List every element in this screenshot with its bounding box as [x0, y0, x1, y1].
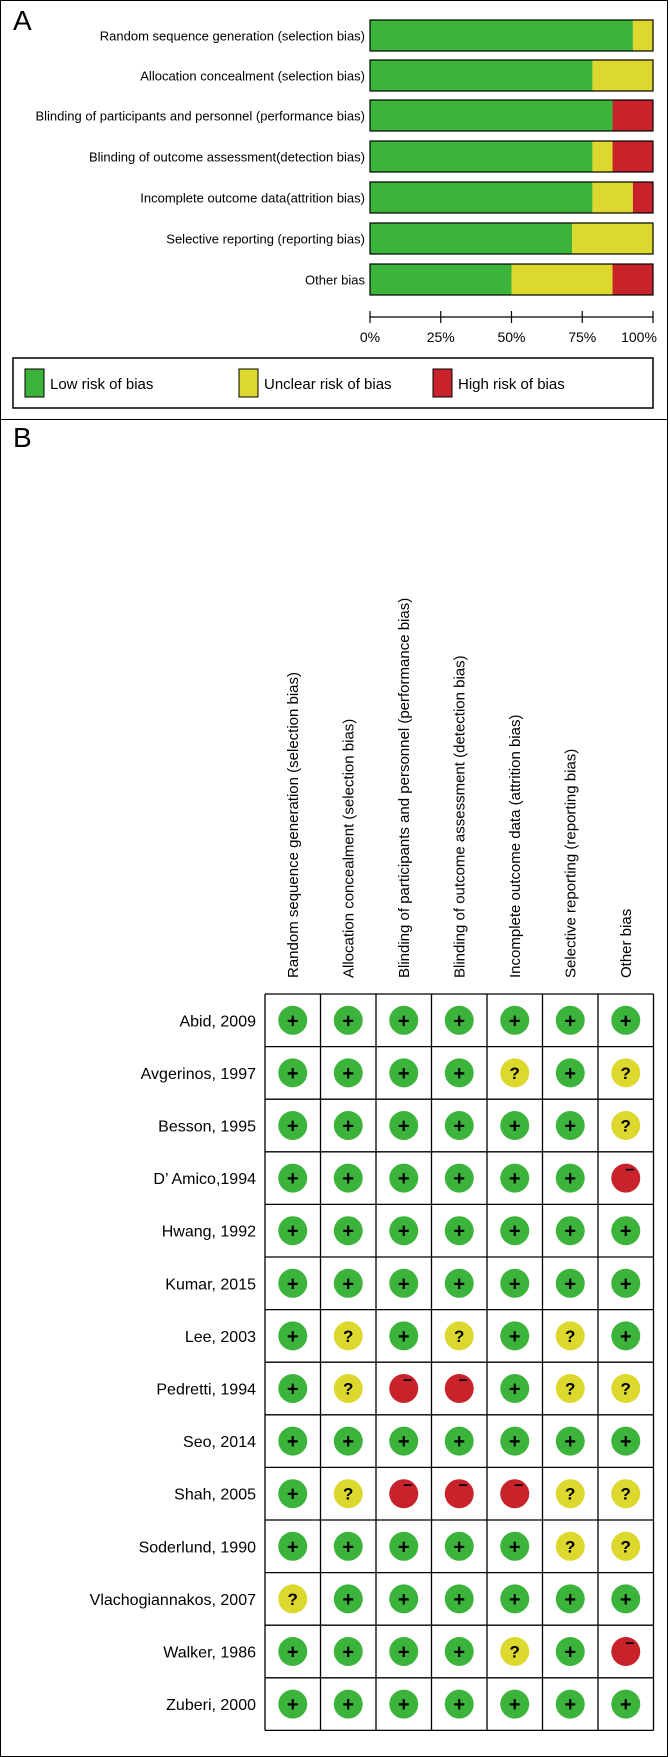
rating-mark: [445, 1216, 474, 1245]
rating-glyph: +: [342, 1220, 355, 1243]
rating-mark: [334, 1058, 363, 1087]
rating-mark: [556, 1479, 585, 1508]
study-label: Besson, 1995: [158, 1118, 256, 1136]
rating-glyph: +: [564, 1273, 577, 1296]
rating-mark: [278, 1269, 307, 1298]
rating-glyph: +: [564, 1062, 577, 1085]
legend-swatch-high-risk-of-bias: [433, 369, 452, 397]
rating-glyph: −: [625, 1635, 635, 1653]
rating-glyph: +: [453, 1220, 466, 1243]
rating-mark: [556, 1637, 585, 1666]
rating-glyph: +: [397, 1325, 410, 1348]
rating-mark: [556, 1584, 585, 1613]
rating-glyph: +: [508, 1536, 521, 1559]
rating-mark: [500, 1584, 529, 1613]
rating-mark: [334, 1321, 363, 1350]
rating-mark: [556, 1216, 585, 1245]
rating-glyph: +: [286, 1431, 299, 1454]
rating-mark: [389, 1216, 418, 1245]
rating-glyph: +: [342, 1536, 355, 1559]
rating-glyph: ?: [343, 1379, 354, 1399]
rating-glyph: ?: [565, 1326, 576, 1346]
rating-mark: [556, 1111, 585, 1140]
rating-mark: [389, 1373, 418, 1404]
rating-glyph: +: [508, 1325, 521, 1348]
category-label: Random sequence generation (selection bias): [99, 28, 365, 44]
study-label: Abid, 2009: [179, 1013, 256, 1031]
rating-glyph: +: [508, 1694, 521, 1717]
rating-glyph: +: [286, 1694, 299, 1717]
legend-label: Low risk of bias: [50, 376, 154, 393]
rating-mark: [278, 1427, 307, 1456]
bar-segment-high-risk-of-bias: [633, 182, 653, 213]
rating-mark: [334, 1532, 363, 1561]
bar-segment-unclear-risk-of-bias: [633, 20, 653, 51]
rating-glyph: +: [564, 1694, 577, 1717]
rating-mark: [278, 1216, 307, 1245]
rating-glyph: +: [286, 1536, 299, 1559]
rating-glyph: +: [508, 1588, 521, 1611]
rating-glyph: +: [286, 1220, 299, 1243]
rating-mark: [278, 1479, 307, 1508]
rating-glyph: +: [397, 1641, 410, 1664]
study-label: Hwang, 1992: [161, 1223, 256, 1241]
rating-mark: [334, 1164, 363, 1193]
bar-segment-unclear-risk-of-bias: [512, 264, 613, 295]
rating-glyph: +: [453, 1062, 466, 1085]
rating-mark: [556, 1374, 585, 1403]
rating-glyph: ?: [620, 1379, 631, 1399]
rating-glyph: +: [564, 1641, 577, 1664]
rating-mark: [500, 1637, 529, 1666]
rating-glyph: −: [403, 1477, 413, 1495]
bar-segment-low-risk-of-bias: [370, 264, 512, 295]
rating-mark: [556, 1269, 585, 1298]
rating-mark: [389, 1690, 418, 1719]
rating-glyph: +: [286, 1483, 299, 1506]
rating-glyph: +: [286, 1062, 299, 1085]
category-label: Selective reporting (reporting bias): [166, 231, 365, 247]
rating-glyph: +: [508, 1431, 521, 1454]
panel-b-label: B: [13, 422, 32, 453]
rating-glyph: ?: [620, 1116, 631, 1136]
rating-mark: [389, 1006, 418, 1035]
rating-glyph: +: [453, 1641, 466, 1664]
rating-mark: [334, 1111, 363, 1140]
rating-glyph: +: [453, 1431, 466, 1454]
rating-glyph: +: [397, 1536, 410, 1559]
rating-mark: [389, 1164, 418, 1193]
rating-mark: [500, 1216, 529, 1245]
category-label: Blinding of participants and personnel (performance bias): [35, 108, 365, 124]
rating-mark: [611, 1006, 640, 1035]
category-label: Allocation concealment (selection bias): [140, 68, 365, 84]
rating-glyph: ?: [620, 1537, 631, 1557]
bar-segment-low-risk-of-bias: [370, 100, 613, 131]
study-label: Vlachogiannakos, 2007: [89, 1591, 256, 1609]
rating-mark: [278, 1006, 307, 1035]
rating-mark: [500, 1427, 529, 1456]
rating-mark: [445, 1164, 474, 1193]
legend-label: Unclear risk of bias: [264, 376, 392, 393]
rating-glyph: +: [564, 1168, 577, 1191]
rating-mark: [445, 1584, 474, 1613]
bar-segment-unclear-risk-of-bias: [592, 141, 612, 172]
bar-segment-low-risk-of-bias: [370, 60, 592, 91]
rating-glyph: +: [397, 1168, 410, 1191]
bar-segment-unclear-risk-of-bias: [592, 182, 632, 213]
rating-glyph: +: [397, 1115, 410, 1138]
study-label: Kumar, 2015: [165, 1276, 256, 1294]
rating-glyph: +: [619, 1325, 632, 1348]
rating-mark: [278, 1690, 307, 1719]
rating-mark: [556, 1321, 585, 1350]
rating-glyph: +: [397, 1431, 410, 1454]
rating-glyph: +: [342, 1641, 355, 1664]
rating-mark: [445, 1006, 474, 1035]
rating-glyph: −: [625, 1162, 635, 1180]
rating-mark: [556, 1164, 585, 1193]
rating-glyph: +: [508, 1010, 521, 1033]
bar-segment-unclear-risk-of-bias: [572, 223, 653, 254]
rating-glyph: +: [619, 1010, 632, 1033]
rating-mark: [334, 1269, 363, 1298]
rating-mark: [389, 1427, 418, 1456]
rating-mark: [445, 1269, 474, 1298]
rating-mark: [500, 1269, 529, 1298]
rating-mark: [278, 1321, 307, 1350]
rating-glyph: +: [564, 1010, 577, 1033]
rating-mark: [389, 1637, 418, 1666]
rating-glyph: +: [286, 1325, 299, 1348]
panel-a-label: A: [13, 5, 32, 36]
rating-mark: [389, 1058, 418, 1087]
study-label: Soderlund, 1990: [138, 1539, 256, 1557]
rating-glyph: ?: [343, 1484, 354, 1504]
rating-mark: [389, 1478, 418, 1509]
bar-segment-unclear-risk-of-bias: [592, 60, 653, 91]
rating-mark: [334, 1637, 363, 1666]
x-tick-label: 100%: [621, 329, 657, 345]
rating-mark: [611, 1690, 640, 1719]
rating-mark: [500, 1532, 529, 1561]
rating-glyph: +: [453, 1536, 466, 1559]
bar-segment-high-risk-of-bias: [613, 141, 653, 172]
rating-mark: [445, 1532, 474, 1561]
rating-glyph: +: [453, 1168, 466, 1191]
rating-mark: [278, 1532, 307, 1561]
study-label: Walker, 1986: [163, 1644, 256, 1662]
rating-glyph: +: [453, 1010, 466, 1033]
rating-mark: [389, 1111, 418, 1140]
rating-glyph: +: [342, 1273, 355, 1296]
column-header: Other bias: [617, 908, 635, 978]
rating-mark: [500, 1006, 529, 1035]
study-label: Zuberi, 2000: [166, 1697, 256, 1715]
rating-mark: [445, 1478, 474, 1509]
rating-mark: [611, 1479, 640, 1508]
rating-glyph: −: [514, 1477, 524, 1495]
bar-segment-low-risk-of-bias: [370, 223, 572, 254]
rating-glyph: ?: [620, 1484, 631, 1504]
bar-segment-low-risk-of-bias: [370, 141, 592, 172]
rating-glyph: +: [508, 1168, 521, 1191]
column-header: Blinding of participants and personnel (performance bias): [395, 597, 413, 978]
rating-glyph: +: [619, 1588, 632, 1611]
risk-of-bias-graph-table: [1, 420, 666, 1755]
column-header: Selective reporting (reporting bias): [562, 748, 580, 978]
column-header: Incomplete outcome data (attrition bias): [506, 714, 524, 978]
rating-glyph: +: [397, 1010, 410, 1033]
rating-glyph: +: [619, 1220, 632, 1243]
study-label: Avgerinos, 1997: [140, 1065, 256, 1083]
rating-glyph: ?: [565, 1537, 576, 1557]
study-label: Lee, 2003: [184, 1328, 256, 1346]
rating-mark: [445, 1427, 474, 1456]
study-label: Pedretti, 1994: [156, 1381, 256, 1399]
rating-glyph: +: [619, 1431, 632, 1454]
rating-glyph: +: [619, 1273, 632, 1296]
rating-mark: [445, 1321, 474, 1350]
column-header: Blinding of outcome assessment (detection bias): [451, 655, 469, 978]
x-tick-label: 50%: [497, 329, 526, 345]
rating-glyph: +: [342, 1431, 355, 1454]
rating-glyph: +: [453, 1588, 466, 1611]
legend-swatch-low-risk-of-bias: [25, 369, 44, 397]
rating-mark: [611, 1427, 640, 1456]
rating-glyph: ?: [509, 1063, 520, 1083]
rating-mark: [445, 1690, 474, 1719]
rating-mark: [611, 1111, 640, 1140]
rating-mark: [611, 1269, 640, 1298]
rating-mark: [334, 1479, 363, 1508]
rating-glyph: +: [286, 1378, 299, 1401]
rating-mark: [500, 1374, 529, 1403]
bar-segment-low-risk-of-bias: [370, 20, 633, 51]
rating-glyph: +: [508, 1378, 521, 1401]
rating-mark: [334, 1216, 363, 1245]
rating-glyph: +: [619, 1694, 632, 1717]
rating-glyph: +: [397, 1588, 410, 1611]
rating-mark: [278, 1164, 307, 1193]
rating-mark: [556, 1058, 585, 1087]
rating-mark: [611, 1321, 640, 1350]
x-tick-label: 75%: [568, 329, 597, 345]
rating-mark: [556, 1006, 585, 1035]
study-label: Seo, 2014: [183, 1434, 256, 1452]
rating-mark: [500, 1058, 529, 1087]
rating-glyph: +: [286, 1010, 299, 1033]
rating-mark: [611, 1162, 640, 1193]
legend-swatch-unclear-risk-of-bias: [239, 369, 258, 397]
rating-mark: [389, 1269, 418, 1298]
rating-mark: [556, 1427, 585, 1456]
rating-glyph: +: [508, 1273, 521, 1296]
rating-glyph: +: [508, 1220, 521, 1243]
rating-glyph: +: [453, 1115, 466, 1138]
rating-glyph: −: [458, 1477, 468, 1495]
study-label: D’ Amico,1994: [153, 1171, 256, 1189]
rating-mark: [445, 1058, 474, 1087]
rating-glyph: +: [508, 1115, 521, 1138]
rating-mark: [278, 1374, 307, 1403]
rating-glyph: +: [286, 1641, 299, 1664]
rating-mark: [500, 1690, 529, 1719]
rating-glyph: +: [564, 1431, 577, 1454]
rating-glyph: +: [453, 1694, 466, 1717]
rating-mark: [334, 1427, 363, 1456]
rating-glyph: +: [564, 1220, 577, 1243]
rating-mark: [278, 1637, 307, 1666]
rating-glyph: +: [342, 1115, 355, 1138]
rating-mark: [611, 1636, 640, 1667]
risk-of-bias-summary-chart: [1, 1, 666, 419]
panel-a: [0, 0, 668, 420]
rating-glyph: +: [342, 1010, 355, 1033]
rating-mark: [334, 1584, 363, 1613]
rating-mark: [500, 1478, 529, 1509]
bar-segment-high-risk-of-bias: [613, 100, 653, 131]
rating-mark: [278, 1058, 307, 1087]
category-label: Incomplete outcome data(attrition bias): [140, 190, 365, 206]
x-tick-label: 0%: [359, 329, 381, 345]
rating-glyph: +: [397, 1273, 410, 1296]
rating-mark: [389, 1321, 418, 1350]
category-label: Blinding of outcome assessment(detection bias): [88, 149, 365, 165]
rating-glyph: +: [286, 1273, 299, 1296]
rating-mark: [556, 1690, 585, 1719]
rating-mark: [334, 1690, 363, 1719]
rating-mark: [445, 1637, 474, 1666]
rating-glyph: −: [403, 1372, 413, 1390]
rating-mark: [611, 1216, 640, 1245]
rating-glyph: +: [397, 1694, 410, 1717]
rating-mark: [611, 1374, 640, 1403]
rating-mark: [334, 1374, 363, 1403]
rating-glyph: +: [342, 1694, 355, 1717]
rating-mark: [389, 1584, 418, 1613]
rating-mark: [445, 1373, 474, 1404]
rating-glyph: +: [564, 1115, 577, 1138]
bar-segment-low-risk-of-bias: [370, 182, 592, 213]
rating-mark: [611, 1532, 640, 1561]
legend-label: High risk of bias: [458, 376, 565, 393]
rating-glyph: −: [458, 1372, 468, 1390]
category-label: Other bias: [305, 272, 365, 288]
rating-mark: [611, 1058, 640, 1087]
bar-segment-high-risk-of-bias: [613, 264, 653, 295]
rating-mark: [334, 1006, 363, 1035]
rating-glyph: +: [342, 1168, 355, 1191]
rating-mark: [500, 1111, 529, 1140]
column-header: Random sequence generation (selection bias): [284, 671, 302, 978]
rating-glyph: +: [453, 1273, 466, 1296]
rating-glyph: +: [286, 1168, 299, 1191]
rating-mark: [278, 1111, 307, 1140]
rating-mark: [611, 1584, 640, 1613]
rating-mark: [389, 1532, 418, 1561]
rating-glyph: +: [397, 1062, 410, 1085]
rating-mark: [500, 1321, 529, 1350]
rating-glyph: +: [342, 1588, 355, 1611]
rating-glyph: ?: [343, 1326, 354, 1346]
rating-glyph: ?: [287, 1589, 298, 1609]
x-tick-label: 25%: [426, 329, 455, 345]
column-header: Allocation concealment (selection bias): [340, 718, 358, 978]
rating-mark: [500, 1164, 529, 1193]
rating-glyph: ?: [454, 1326, 465, 1346]
rating-glyph: +: [286, 1115, 299, 1138]
rating-glyph: +: [397, 1220, 410, 1243]
panel-b: [0, 420, 668, 1757]
rating-mark: [556, 1532, 585, 1561]
rating-glyph: +: [564, 1588, 577, 1611]
rating-glyph: ?: [620, 1063, 631, 1083]
rating-glyph: ?: [565, 1379, 576, 1399]
rating-glyph: ?: [509, 1642, 520, 1662]
rating-glyph: +: [342, 1062, 355, 1085]
rating-mark: [278, 1584, 307, 1613]
study-label: Shah, 2005: [174, 1486, 256, 1504]
rating-glyph: ?: [565, 1484, 576, 1504]
rating-mark: [445, 1111, 474, 1140]
